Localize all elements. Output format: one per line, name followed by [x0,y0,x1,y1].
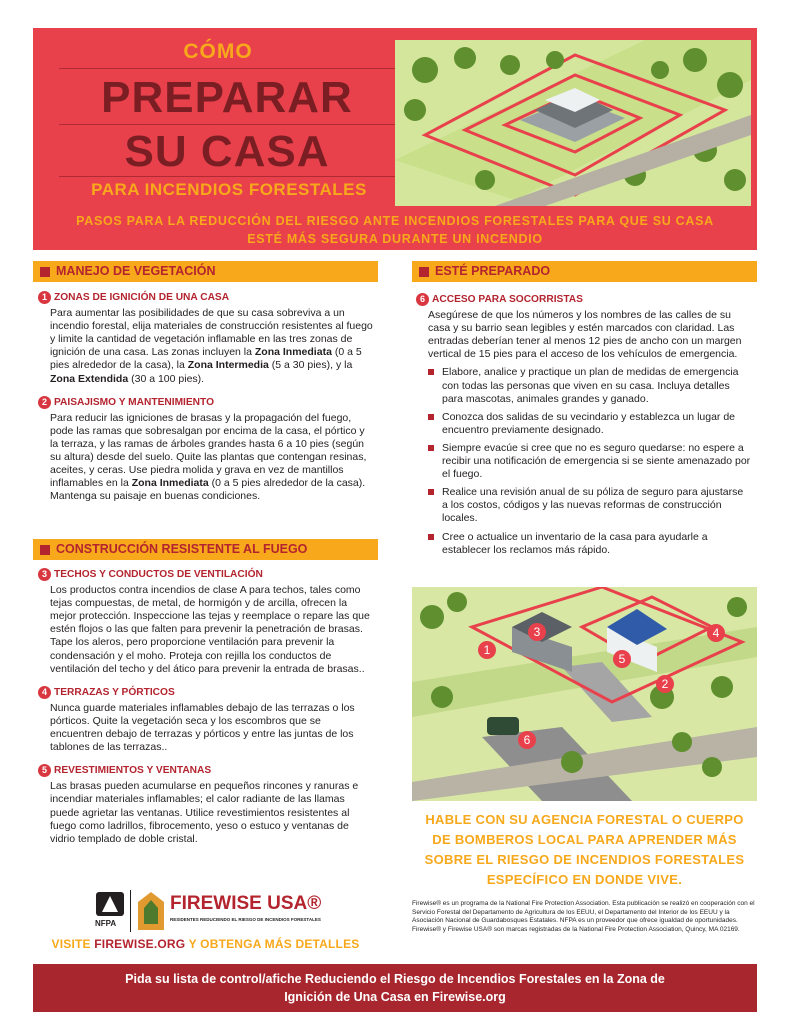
firewise-logo-icon [136,890,166,932]
section-vegetation-bar [33,261,378,282]
section-prepared-bar [412,261,757,282]
como-label: CÓMO [183,40,253,63]
vegetation-content [38,291,374,503]
map-marker-1: 1 [483,643,491,657]
list-item: Elabore, analice y practique un plan de medidas de emergencia con todas las personas que viven en su casa. Incluya detalles para mascotas, animales grandes y ganado. [428,366,751,405]
steps-tagline [43,212,747,248]
section-prepared-title: ESTÉ PREPARADO [435,264,551,278]
item-4-heading: TERRAZAS Y PÓRTICOS [54,686,175,698]
item-4-text: Nunca guarde materiales inflamables debajo de las terrazas o los pórticos. Quite la vegetación seca y los escombros que se encuentren debajo de terrazas y pórticos y entre las juntas de los tablones de las terrazas.. [50,701,355,754]
header-rule [59,68,399,69]
section-construction-title: CONSTRUCCIÓN RESISTENTE AL FUEGO [56,542,308,556]
number-badge-4: 4 [38,686,51,699]
neighborhood-illustration [412,587,757,801]
map-marker-6: 6 [523,733,531,747]
item-3-title [38,568,374,581]
list-item: Cree o actualice un inventario de la casa para ayudarle a establecer los reclamos más rápido. [428,531,751,557]
steps-line-1: PASOS PARA LA REDUCCIÓN DEL RIESGO ANTE INCENDIOS FORESTALES PARA QUE SU CASA [76,214,714,228]
item-1-title [38,291,374,304]
subtitle: PARA INCENDIOS FORESTALES [91,180,367,199]
title-line-1: PREPARAR [101,73,353,122]
construction-content [38,568,374,846]
legal-notice: Firewise® es un programa de la National Fire Protection Association. Esta publicación se realizó en cooperación con el Servicio Forestal del Departamento de Agricultura de los EEUU, el Departamento del Interior de los EEUU y la Asociación Nacional de Guardabosques Estatales. NFPA es un proveedor que ofrece igualdad de oportunidades. Firewise® y Firewise USA® son marcas registradas de la National Fire Protection Association, Quincy, MA 02169. [412,900,755,933]
item-6-heading: ACCESO PARA SOCORRISTAS [432,294,583,305]
map-marker-5: 5 [618,652,626,666]
number-badge-3: 3 [38,568,51,581]
item-5-text: Las brasas pueden acumularse en pequeños rincones y ranuras e incendiar materiales inflamables; el calor radiante de las llamas puede agrietar las ventanas. Utilice revestimientos resistentes al fuego como ladrillos, fibrocemento, yeso o estuco y ventanas de vidrio templado de doble cristal. [50,780,359,845]
neighborhood-map [412,587,757,801]
cta-line: ESPECÍFICO EN DONDE VIVE. [486,872,683,887]
item-1-heading: ZONAS DE IGNICIÓN DE UNA CASA [54,292,230,303]
item-2-heading: PAISAJISMO Y MANTENIMIENTO [54,396,215,408]
footer-banner [33,964,757,1012]
prepared-content [416,293,751,557]
visit-line: VISITE FIREWISE.ORG Y OBTENGA MÁS DETALLES [51,937,360,951]
item-1-text: Para aumentar las posibilidades de que su casa sobreviva a un incendio forestal, elija materiales de construcción resistentes al fuego y limite la cantidad de vegetación inflamable en las tres zonas de ignición de una casa. Las zonas incluyen la Zona Inmediata (0 a 5 pies alrededor de la casa), la Zona Intermedia (5 a 30 pies), y la Zona Extendida (30 a 100 pies). [50,307,373,385]
square-icon [419,267,429,277]
square-icon [40,267,50,277]
firewise-logo-text: FIREWISE USA® [170,893,322,914]
item-6-text: Asegúrese de que los números y los nombres de las calles de su casa y su barrio sean legibles y estén marcados con claridad. Las entradas deberían tener al menos 12 pies de ancho con un margen vertical de 15 pies para el acceso de los vehículos de emergencia. [428,309,742,361]
preparation-list [428,366,751,556]
number-badge-1: 1 [38,291,51,304]
item-3-heading: TECHOS Y CONDUCTOS DE VENTILACIÓN [54,569,263,580]
logos-row [90,890,350,935]
cta-line: DE BOMBEROS LOCAL PARA APRENDER MÁS [432,832,737,847]
logo-divider [130,890,131,932]
item-5-heading: REVESTIMIENTOS Y VENTANAS [54,765,212,777]
number-badge-5: 5 [38,764,51,777]
map-marker-4: 4 [712,626,720,640]
cta-line: HABLE CON SU AGENCIA FORESTAL O CUERPO [425,812,744,827]
item-2-text: Para reducir las igniciones de brasas y la propagación del fuego, pode las ramas que sobresalgan por encima de la casa, el pórtico y la terraza, y las ramas de árboles grandes hasta 6 a 10 pies (según su altura) desde del suelo. Quite las plantas que contengan resinas, aceites, y ceras. Use piedra molida y grava en vez de mantillos inflamables en la Zona Inmediata (0 a 5 pies alrededor de la casa). Mantenga su paisaje en buenas condiciones. [50,411,367,503]
list-item: Conozca dos salidas de su vecindario y establezca un lugar de encuentro previamente designado. [428,411,751,437]
house-zones-illustration [395,40,751,206]
map-marker-2: 2 [661,677,669,691]
header-banner [33,28,757,250]
section-construction-bar [33,539,378,560]
list-item: Siempre evacúe si cree que no es seguro quedarse: no espere a recibir una notificación de emergencia si se siente amenazado por el fuego. [428,442,751,481]
header-rule [59,124,399,125]
cta-line: SOBRE EL RIESGO DE INCENDIOS FORESTALES [424,852,745,867]
call-to-action [412,810,757,890]
footer-line-2: Ignición de Una Casa en Firewise.org [284,990,506,1004]
title-line-2: SU CASA [124,127,330,176]
house-illustration [395,40,751,206]
firewise-link[interactable]: FIREWISE.ORG [94,937,186,951]
item-6-title [416,293,751,306]
header-rule [59,176,399,177]
firewise-tagline: RESIDENTES REDUCIENDO EL RIESGO DE INCENDIOS FORESTALES [170,917,321,922]
number-badge-2: 2 [38,396,51,409]
nfpa-logo-text: NFPA [95,919,117,928]
square-icon [40,545,50,555]
list-item: Realice una revisión anual de su póliza de seguro para ajustarse a los costos, códigos y las nuevas reformas de construcción locales. [428,486,751,525]
item-3-text: Los productos contra incendios de clase A para techos, tales como tejas compuestas, de metal, de hormigón y de arcilla, ofrecen la mejor protección. Inspeccione las tejas y reemplace o repare las que estén flojos o las que falten para prevenir la penetración de brasas. Tape los aleros, pero proporcione ventilación para prevenir la condensación y el moho. Proteja con rejilla los conductos de ventilación del techo y del ático para prevenir la entrada de brasas.. [50,584,370,675]
footer-line-1: Pida su lista de control/afiche Reduciendo el Riesgo de Incendios Forestales en la Zona de [125,972,665,986]
map-marker-3: 3 [533,625,541,639]
steps-line-2: ESTÉ MÁS SEGURA DURANTE UN INCENDIO [247,232,543,246]
item-4-title [38,686,374,699]
number-badge-6: 6 [416,293,429,306]
section-vegetation-title: MANEJO DE VEGETACIÓN [56,264,216,278]
item-5-title [38,764,374,777]
item-2-title [38,396,374,409]
